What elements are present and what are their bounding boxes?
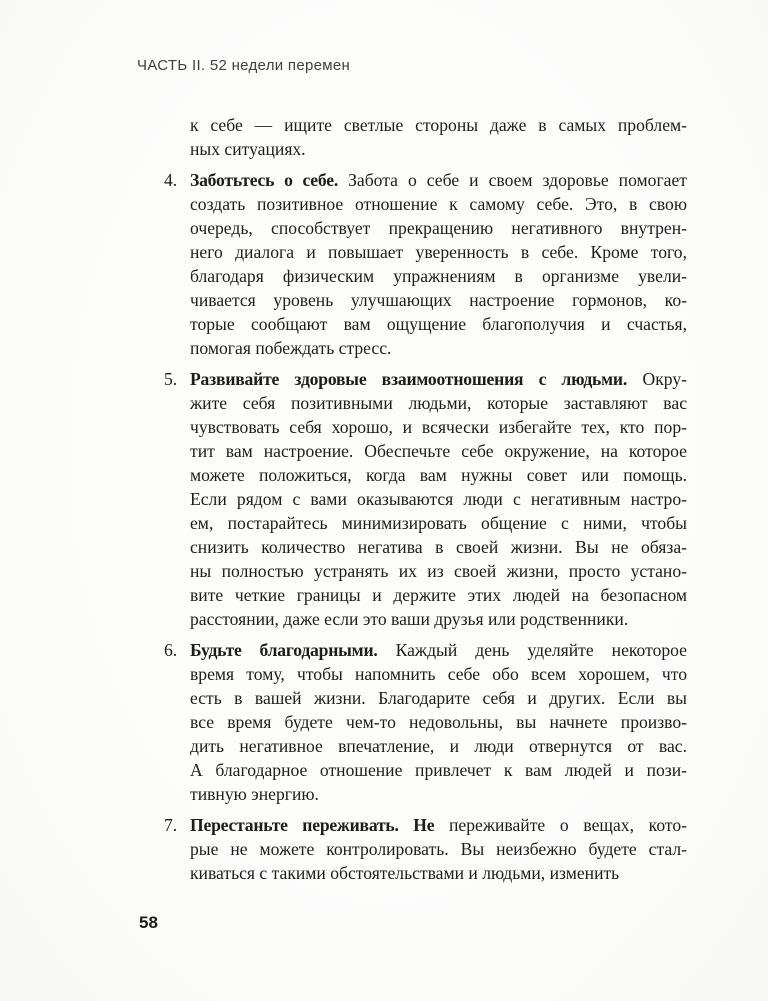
list-item [164,367,687,631]
running-head: ЧАСТЬ II. 52 недели перемен [137,57,351,74]
text-line [190,240,687,264]
text-line [190,192,687,216]
text-segment: Если рядом с вами оказываются люди с негативным настро- [190,489,687,509]
text-line [190,336,687,360]
text-line [190,837,687,861]
list-item [164,168,687,360]
text-line [190,168,687,192]
text-segment: благодаря физическим упражнениям в организме увели- [190,266,687,286]
text-line [190,463,687,487]
bold-text-segment: Перестаньте переживать. Не [190,815,435,835]
text-line [190,216,687,240]
bold-text-segment: Заботьтесь о себе. [190,170,339,190]
text-segment: можете положиться, когда вам нужны совет или помощь. [190,465,687,485]
text-segment: помогая побеждать стресс. [190,338,392,358]
text-line [190,487,687,511]
text-segment: Окру- [627,369,687,389]
text-line [190,782,687,806]
list-item-number: 7. [164,815,178,835]
text-line [190,511,687,535]
text-line [190,607,687,631]
text-segment: к себе — ищите светлые стороны даже в самых проблем- [190,115,687,135]
text-segment: чивается уровень улучшающих настроение гормонов, ко- [190,290,687,310]
text-segment: А благодарное отношение привлечет к вам людей и пози- [190,760,687,780]
text-line [190,758,687,782]
bold-text-segment: Будьте благодарными. [190,640,378,660]
text-segment: жите себя позитивными людьми, которые заставляют вас [190,393,687,413]
text-segment: дить негативное впечатление, и люди отвернутся от вас. [190,736,687,756]
text-line [190,391,687,415]
text-segment: очередь, способствует прекращению негативного внутрен- [190,218,687,238]
text-line [190,415,687,439]
text-line [190,264,687,288]
text-segment: ны полностью устранять их из своей жизни, просто устано- [190,561,687,581]
text-line [190,535,687,559]
text-line [190,662,687,686]
text-line [190,559,687,583]
text-line [190,137,687,161]
page-number: 58 [139,913,158,932]
list-item-number: 6. [164,640,178,660]
text-segment: время тому, чтобы напомнить себе обо всем хорошем, что [190,664,687,684]
text-line [190,734,687,758]
text-segment: рые не можете контролировать. Вы неизбежно будете стал- [190,839,687,859]
text-line [190,638,687,662]
text-segment: переживайте о вещах, кото- [434,815,687,835]
content [164,113,687,885]
text-segment: чувствовать себя хорошо, и всячески избегайте тех, кто пор- [190,417,687,437]
text-segment: киваться с такими обстоятельствами и людьми, изменить [190,863,620,883]
text-line [190,686,687,710]
text-line [190,367,687,391]
list-item [164,638,687,806]
list-item-number: 4. [164,170,178,190]
text-segment: расстоянии, даже если это ваши друзья или родственники. [190,609,629,629]
text-line [190,813,687,837]
list-item-number: 5. [164,369,178,389]
bold-text-segment: Развивайте здоровые взаимоотношения с людьми. [190,369,628,389]
text-line [190,861,687,885]
text-segment: ем, постарайтесь минимизировать общение с ними, чтобы [190,513,687,533]
text-segment: ных ситуациях. [190,139,306,159]
text-segment: снизить количество негатива в своей жизни. Вы не обяза- [190,537,687,557]
list-item [164,813,687,885]
text-segment: вите четкие границы и держите этих людей на безопасном [190,585,687,605]
text-segment: тит вам настроение. Обеспечьте себе окружение, на которое [190,441,687,461]
text-line [190,439,687,463]
text-line [190,113,687,137]
text-segment: есть в вашей жизни. Благодарите себя и других. Если вы [190,688,687,708]
text-segment: торые сообщают вам ощущение благополучия и счастья, [190,314,687,334]
text-segment: Каждый день уделяйте некоторое [377,640,687,660]
continuation-paragraph [164,113,687,161]
text-line [190,312,687,336]
text-segment: тивную энергию. [190,784,319,804]
text-segment: создать позитивное отношение к самому себе. Это, в свою [190,194,687,214]
text-segment: все время будете чем-то недовольны, вы начнете произво- [190,712,687,732]
text-segment: Забота о себе и своем здоровье помогает [338,170,687,190]
text-line [190,710,687,734]
text-segment: него диалога и повышает уверенность в себе. Кроме того, [190,242,687,262]
text-line [190,583,687,607]
text-line [190,288,687,312]
